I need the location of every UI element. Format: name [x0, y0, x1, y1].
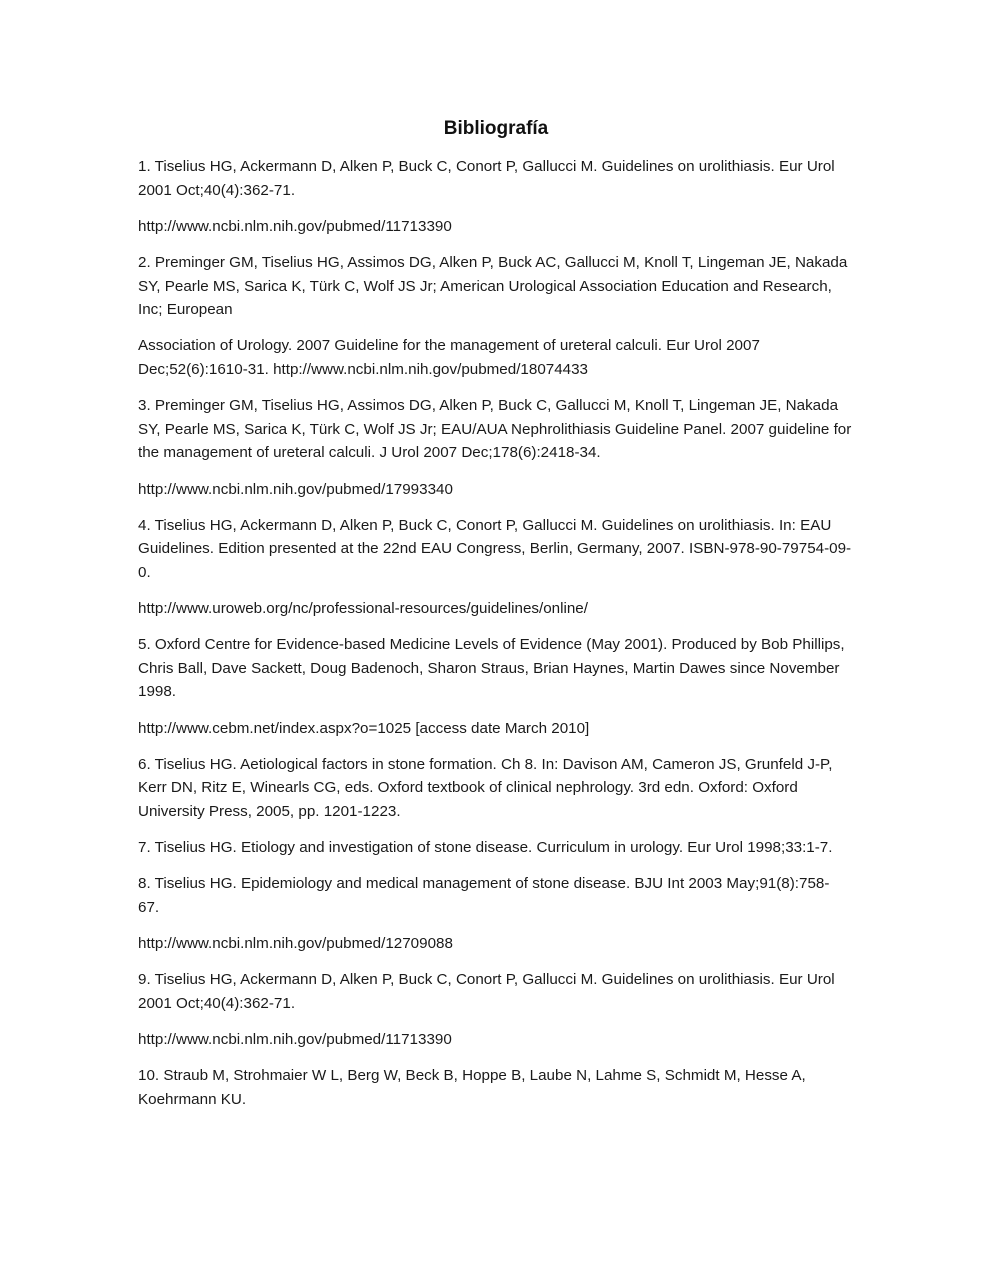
reference-2-continued: Association of Urology. 2007 Guideline for the management of ureteral calculi. Eur Urol 2007 Dec;52(6):1610-31. http://www.ncbi.nlm.nih.gov/pubmed/18074433: [138, 337, 760, 378]
reference-4: 4. Tiselius HG, Ackermann D, Alken P, Buck C, Conort P, Gallucci M. Guidelines on urolithiasis. In: EAU Guidelines. Edition presented at the 22nd EAU Congress, Berlin, Germany, 2007. ISBN-978-90-79754-09-0.: [138, 516, 852, 581]
reference-1: 1. Tiselius HG, Ackermann D, Alken P, Buck C, Conort P, Gallucci M. Guidelines on urolithiasis. Eur Urol 2001 Oct;40(4):362-71.: [138, 158, 835, 199]
page-title: Bibliografía: [443, 118, 549, 139]
reference-5-url: http://www.cebm.net/index.aspx?o=1025 [access date March 2010]: [138, 719, 590, 737]
reference-6: 6. Tiselius HG. Aetiological factors in stone formation. Ch 8. In: Davison AM, Cameron JS, Grunfeld J-P, Kerr DN, Ritz E, Winearls CG, eds. Oxford textbook of clinical nephrology. 3rd edn. Oxford: Oxford University Press, 2005, pp. 1201-1223.: [138, 755, 833, 820]
reference-8: 8. Tiselius HG. Epidemiology and medical management of stone disease. BJU Int 2003 May;91(8):758- 67.: [138, 875, 830, 916]
document-page: [138, 112, 854, 1124]
reference-9: 9. Tiselius HG, Ackermann D, Alken P, Buck C, Conort P, Gallucci M. Guidelines on urolithiasis. Eur Urol 2001 Oct;40(4):362-71.: [138, 971, 835, 1012]
reference-5: 5. Oxford Centre for Evidence-based Medicine Levels of Evidence (May 2001). Produced by Bob Phillips, Chris Ball, Dave Sackett, Doug Badenoch, Sharon Straus, Brian Haynes, Martin Dawes since November 1998.: [138, 636, 845, 701]
reference-2: 2. Preminger GM, Tiselius HG, Assimos DG, Alken P, Buck AC, Gallucci M, Knoll T, Lingeman JE, Nakada SY, Pearle MS, Sarica K, Türk C, Wolf JS Jr; American Urological Association Education and Research, Inc; European: [138, 253, 848, 319]
reference-3: 3. Preminger GM, Tiselius HG, Assimos DG, Alken P, Buck C, Gallucci M, Knoll T, Lingeman JE, Nakada SY, Pearle MS, Sarica K, Türk C, Wolf JS Jr; EAU/AUA Nephrolithiasis Guideline Panel. 2007 guideline for the management of ureteral calculi. J Urol 2007 Dec;178(6):2418-34.: [138, 397, 852, 462]
reference-9-url: http://www.ncbi.nlm.nih.gov/pubmed/11713390: [138, 1031, 452, 1049]
reference-10: 10. Straub M, Strohmaier W L, Berg W, Beck B, Hoppe B, Laube N, Lahme S, Schmidt M, Hesse A, Koehrmann KU.: [138, 1067, 806, 1108]
reference-4-url: http://www.uroweb.org/nc/professional-resources/guidelines/online/: [138, 600, 588, 618]
reference-7: 7. Tiselius HG. Etiology and investigation of stone disease. Curriculum in urology. Eur Urol 1998;33:1-7.: [138, 839, 833, 857]
reference-8-url: http://www.ncbi.nlm.nih.gov/pubmed/12709088: [138, 935, 453, 953]
reference-3-url: http://www.ncbi.nlm.nih.gov/pubmed/17993340: [138, 480, 453, 498]
reference-1-url: http://www.ncbi.nlm.nih.gov/pubmed/11713390: [138, 217, 452, 235]
